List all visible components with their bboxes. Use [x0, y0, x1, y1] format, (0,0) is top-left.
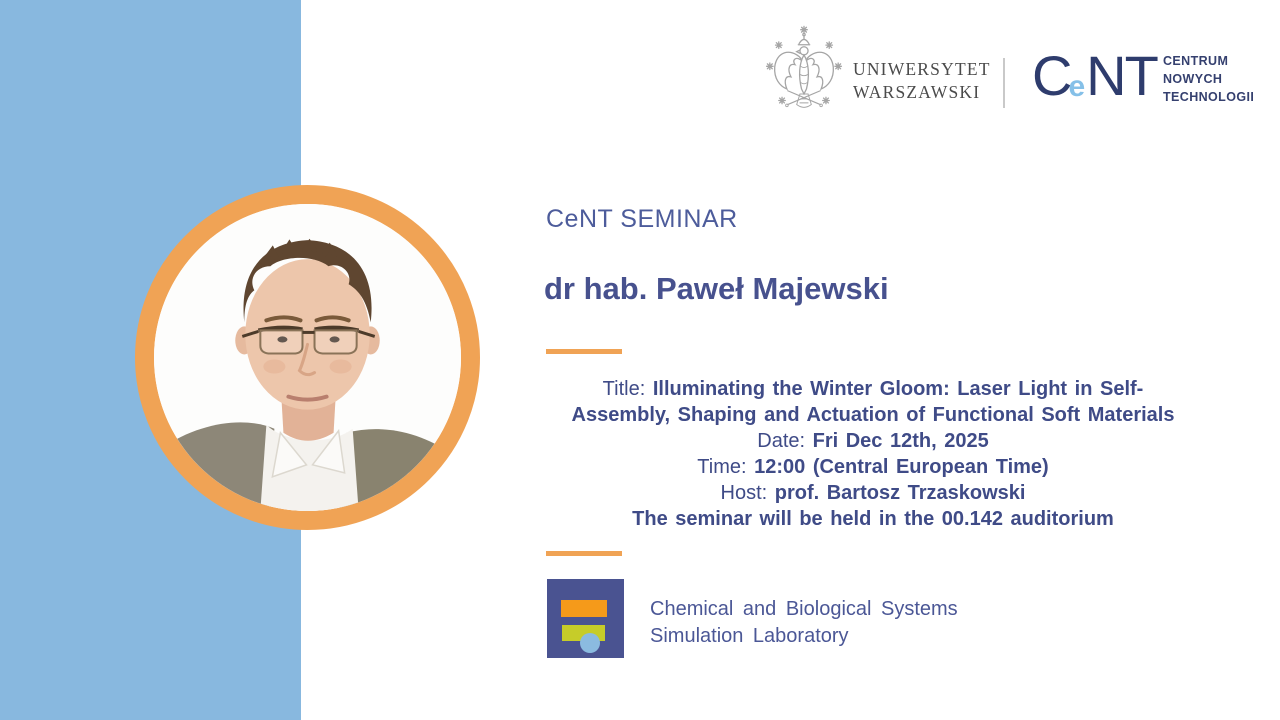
cent-subtitle-line1: CENTRUM — [1163, 54, 1229, 68]
detail-label: Host: — [720, 482, 775, 504]
speaker-name: dr hab. Paweł Majewski — [544, 271, 889, 306]
detail-value: 12:00 (Central European Time) — [754, 456, 1049, 478]
detail-host — [528, 480, 1218, 506]
detail-label: Title: — [602, 378, 653, 400]
detail-value: Fri Dec 12th, 2025 — [812, 430, 989, 452]
uw-wordmark-line2: WARSZAWSKI — [853, 82, 981, 102]
cent-subtitle-line3: TECHNOLOGII — [1163, 90, 1255, 104]
lab-name — [650, 596, 958, 650]
lab-logo-orange-bar — [561, 600, 607, 617]
detail-date — [528, 428, 1218, 454]
detail-title-line2 — [528, 402, 1218, 428]
cent-logo-e: e — [1068, 70, 1086, 103]
detail-value: The seminar will be held in the 00.142 auditorium — [632, 508, 1114, 530]
divider-bottom — [546, 551, 622, 556]
cent-logo — [1032, 44, 1157, 107]
lab-name-line1: Chemical and Biological Systems — [650, 598, 958, 620]
detail-label: Date: — [757, 430, 813, 452]
detail-label: Time: — [697, 456, 755, 478]
logo-divider — [1003, 58, 1005, 108]
speaker-photo — [135, 185, 480, 530]
cent-logo-subtitle — [1163, 52, 1254, 106]
lab-logo-dot — [580, 633, 600, 653]
divider-top — [546, 349, 622, 354]
cent-logo-nt: NT — [1086, 44, 1157, 107]
uw-wordmark-line1: UNIWERSYTET — [853, 59, 991, 79]
speaker-portrait-illustration — [154, 204, 461, 511]
lab-name-line2: Simulation Laboratory — [650, 625, 849, 647]
cent-logo-c: C — [1032, 44, 1071, 107]
uw-logo-wordmark — [853, 58, 991, 104]
seminar-kicker: CeNT SEMINAR — [546, 205, 738, 233]
cent-subtitle-line2: NOWYCH — [1163, 72, 1223, 86]
detail-title-line1 — [528, 376, 1218, 402]
detail-value: Illuminating the Winter Gloom: Laser Light in Self- — [652, 378, 1144, 400]
detail-location — [528, 506, 1218, 532]
detail-value: Assembly, Shaping and Actuation of Functional Soft Materials — [571, 404, 1175, 426]
uw-eagle-icon — [763, 24, 845, 120]
seminar-details — [528, 376, 1218, 532]
detail-time — [528, 454, 1218, 480]
lab-logo — [547, 579, 624, 658]
detail-value: prof. Bartosz Trzaskowski — [774, 482, 1026, 504]
